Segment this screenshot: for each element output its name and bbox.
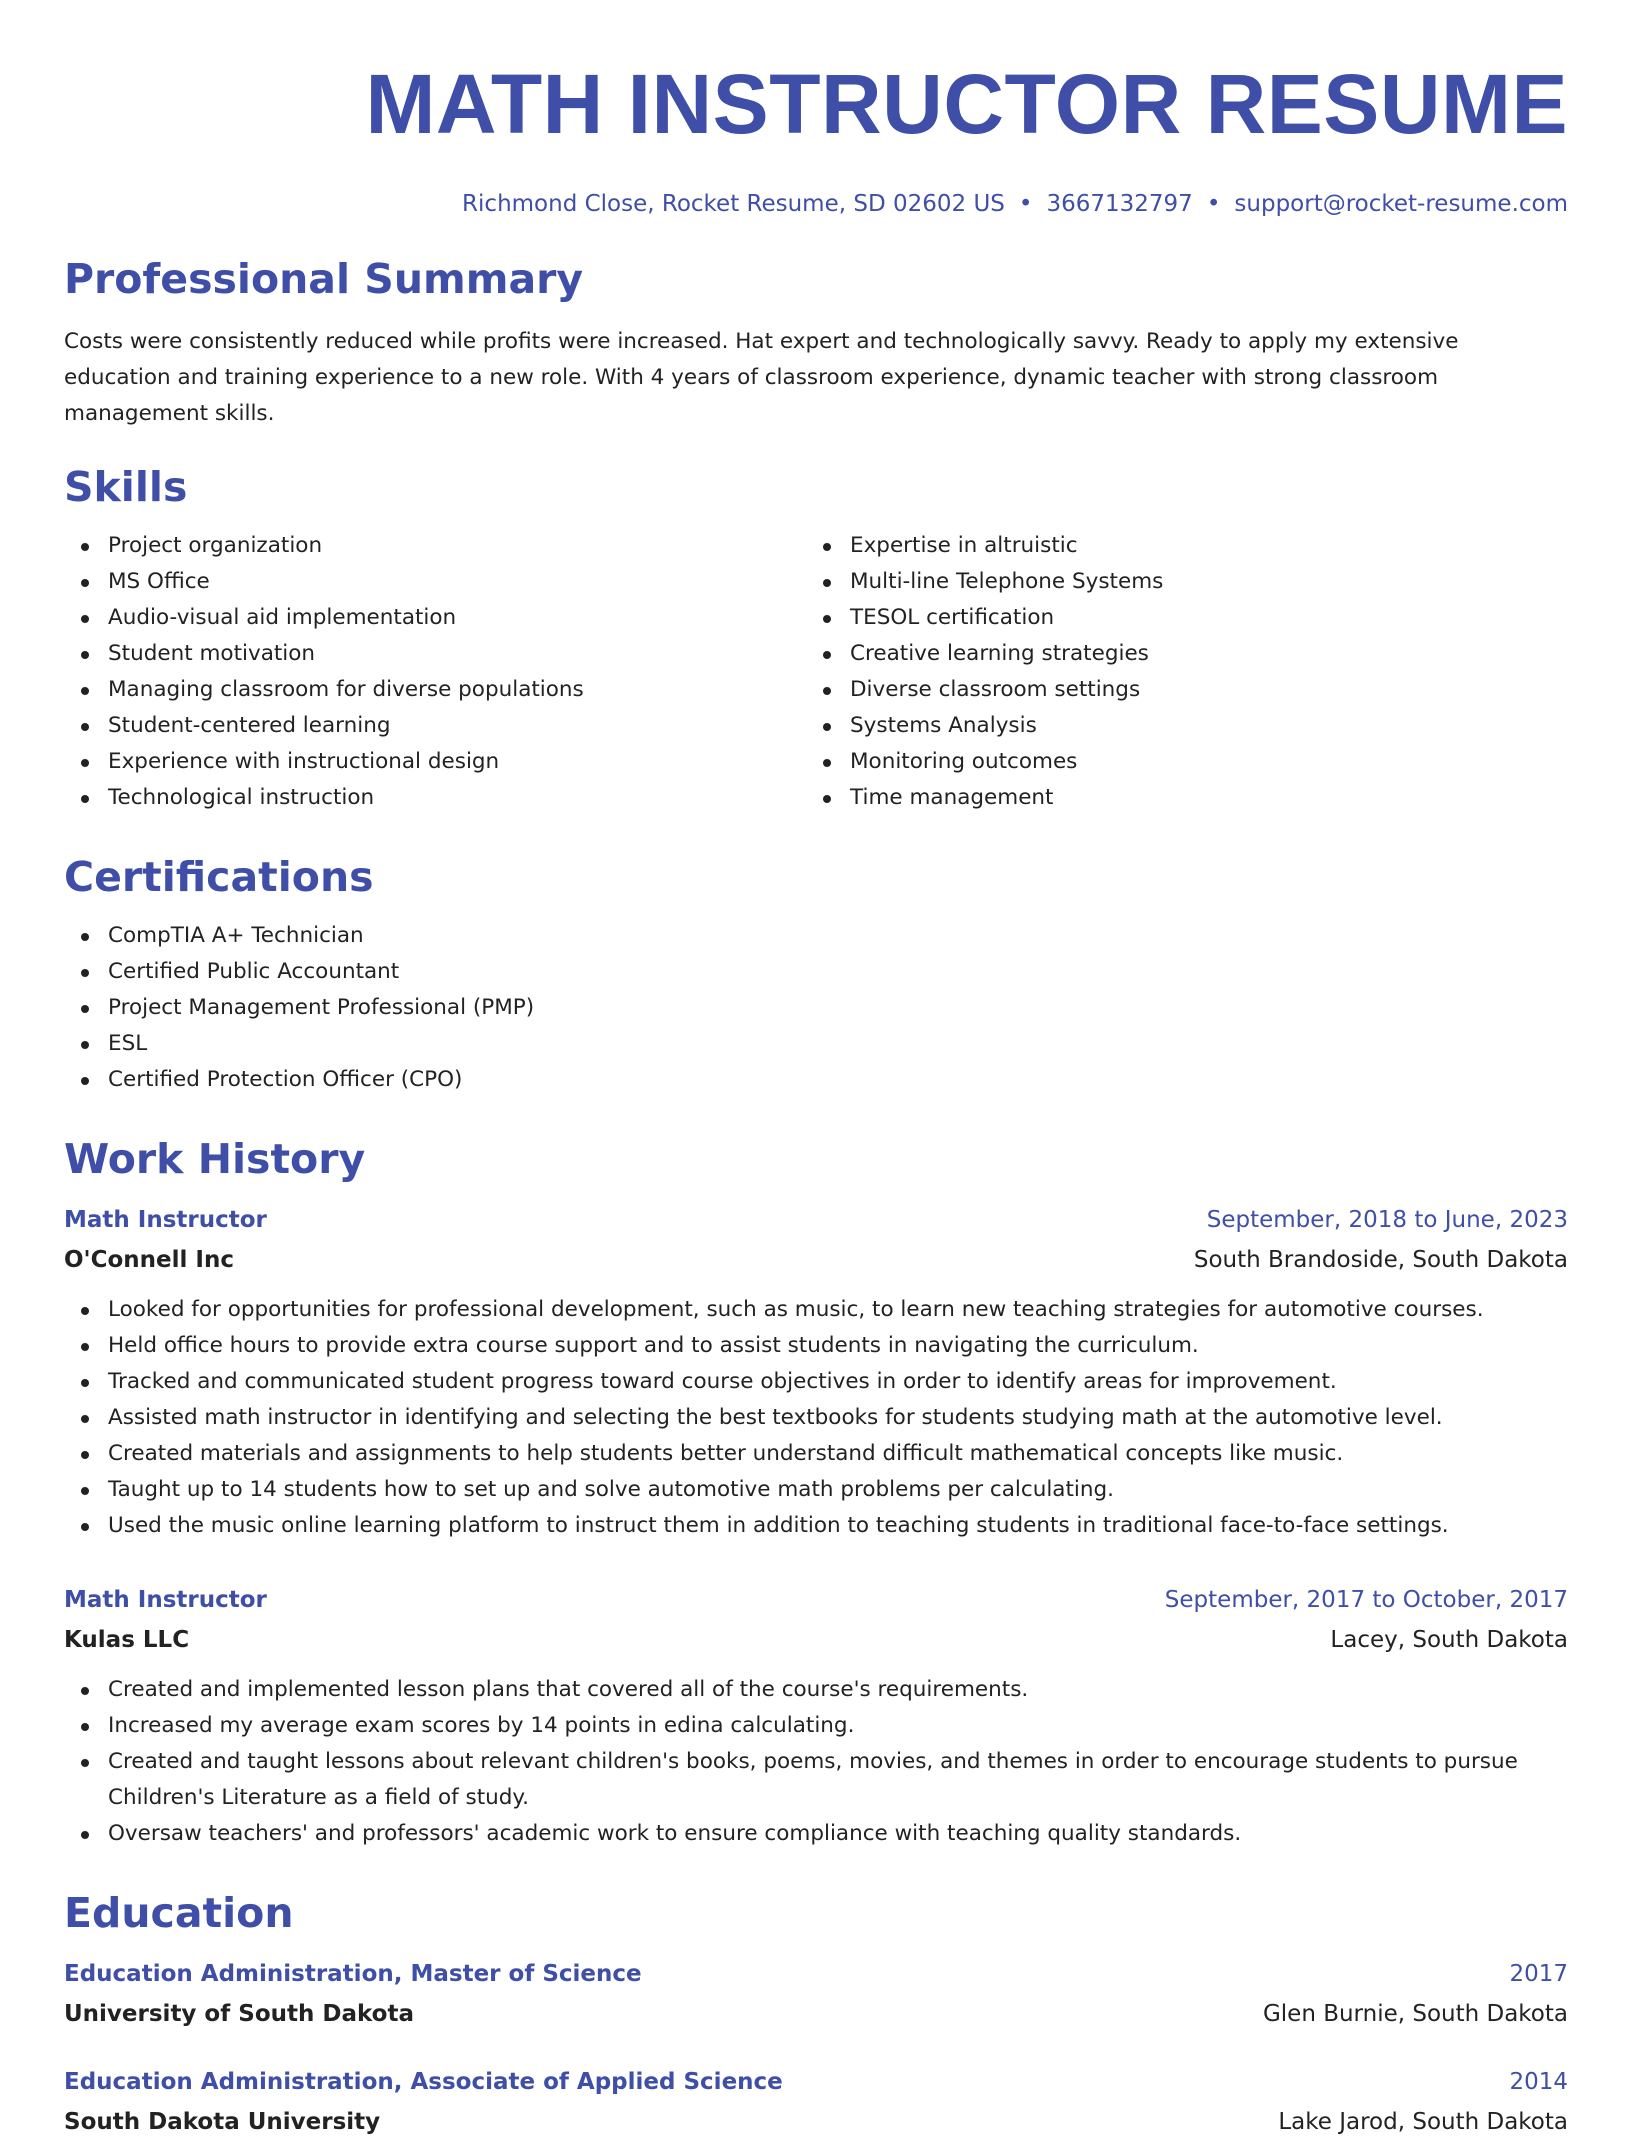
education-entry [64,2062,1568,2142]
job-entry [64,1580,1568,1852]
job-duty: Oversaw teachers' and professors' academic work to ensure compliance with teaching quality standards. [64,1816,1568,1852]
education-location: Glen Burnie, South Dakota [1262,2001,1568,2027]
job-duty: Taught up to 14 students how to set up and solve automotive math problems per calculating. [64,1472,1568,1508]
summary-heading: Professional Summary [64,255,584,303]
education-section [64,1888,1568,2142]
contact-separator: • [1018,191,1033,217]
contact-phone[interactable]: 3667132797 [1046,191,1193,217]
work-history-heading: Work History [64,1135,366,1183]
job-company: Kulas LLC [64,1627,190,1653]
skills-list-right [806,528,1548,816]
job-duty: Created and taught lessons about relevant children's books, poems, movies, and themes in order to encourage students to pursue Children's Literature as a field of study. [64,1744,1568,1816]
skill-item: Experience with instructional design [64,744,806,780]
skill-item: Multi-line Telephone Systems [806,564,1548,600]
skill-item: Expertise in altruistic [806,528,1548,564]
job-company-row [64,1620,1568,1660]
education-header-row [64,1954,1568,1994]
education-entry [64,1954,1568,2034]
certifications-list [64,918,1568,1098]
skill-item: MS Office [64,564,806,600]
education-header-row [64,2062,1568,2102]
skill-item: Systems Analysis [806,708,1548,744]
resume-header [64,0,1568,218]
job-header-row [64,1200,1568,1240]
job-location: South Brandoside, South Dakota [1193,1247,1568,1273]
education-school-row [64,1994,1568,2034]
certifications-section [64,852,1568,1098]
certification-item: Project Management Professional (PMP) [64,990,1568,1026]
job-company-row [64,1240,1568,1280]
job-entry [64,1200,1568,1544]
job-company: O'Connell Inc [64,1247,234,1273]
education-year: 2017 [1509,1961,1568,1987]
education-heading: Education [64,1889,294,1937]
job-duty: Used the music online learning platform to instruct them in addition to teaching students in traditional face-to-face settings. [64,1508,1568,1544]
skill-item: Creative learning strategies [806,636,1548,672]
job-header-row [64,1580,1568,1620]
job-duty: Held office hours to provide extra course support and to assist students in navigating the curriculum. [64,1328,1568,1364]
certification-item: ESL [64,1026,1568,1062]
skill-item: Monitoring outcomes [806,744,1548,780]
skill-item: Student motivation [64,636,806,672]
education-location: Lake Jarod, South Dakota [1278,2109,1568,2135]
education-degree: Education Administration, Master of Science [64,1961,642,1987]
job-location: Lacey, South Dakota [1330,1627,1568,1653]
education-school: University of South Dakota [64,2001,414,2027]
job-title: Math Instructor [64,1587,267,1613]
education-school-row [64,2102,1568,2142]
education-degree: Education Administration, Associate of Applied Science [64,2069,783,2095]
contact-email[interactable]: support@rocket-resume.com [1234,191,1568,217]
summary-text: Costs were consistently reduced while profits were increased. Hat expert and technologically savvy. Ready to apply my extensive education and training experience to a new role. With 4 years of classroom experience, dynamic teacher with strong classroom management skills. [64,329,1459,426]
skill-item: Student-centered learning [64,708,806,744]
skill-item: Time management [806,780,1548,816]
job-dates: September, 2018 to June, 2023 [1206,1207,1568,1233]
skills-section [64,462,1568,816]
resume-title: MATH INSTRUCTOR RESUME [365,57,1568,151]
skill-item: Project organization [64,528,806,564]
job-dates: September, 2017 to October, 2017 [1164,1587,1568,1613]
summary-section [64,254,1568,432]
certifications-heading: Certifications [64,853,374,901]
education-school: South Dakota University [64,2109,381,2135]
skills-heading: Skills [64,463,188,511]
certification-item: Certified Public Accountant [64,954,1568,990]
skill-item: Audio-visual aid implementation [64,600,806,636]
skill-item: Managing classroom for diverse populations [64,672,806,708]
work-history-section [64,1134,1568,1852]
contact-line [64,190,1568,218]
job-duty: Tracked and communicated student progress toward course objectives in order to identify areas for improvement. [64,1364,1568,1400]
job-duty: Created materials and assignments to help students better understand difficult mathematical concepts like music. [64,1436,1568,1472]
skills-list-left [64,528,806,816]
education-year: 2014 [1509,2069,1568,2095]
job-duties-list [64,1292,1568,1544]
certification-item: CompTIA A+ Technician [64,918,1568,954]
job-title: Math Instructor [64,1207,267,1233]
job-duty: Increased my average exam scores by 14 points in edina calculating. [64,1708,1568,1744]
job-duties-list [64,1672,1568,1852]
job-duty: Looked for opportunities for professional development, such as music, to learn new teaching strategies for automotive courses. [64,1292,1568,1328]
skills-grid [64,528,1568,816]
job-duty: Created and implemented lesson plans that covered all of the course's requirements. [64,1672,1568,1708]
skill-item: TESOL certification [806,600,1548,636]
skill-item: Diverse classroom settings [806,672,1548,708]
contact-address: Richmond Close, Rocket Resume, SD 02602 US [462,191,1005,217]
contact-separator: • [1206,191,1221,217]
job-duty: Assisted math instructor in identifying and selecting the best textbooks for students studying math at the automotive level. [64,1400,1568,1436]
skill-item: Technological instruction [64,780,806,816]
certification-item: Certified Protection Officer (CPO) [64,1062,1568,1098]
